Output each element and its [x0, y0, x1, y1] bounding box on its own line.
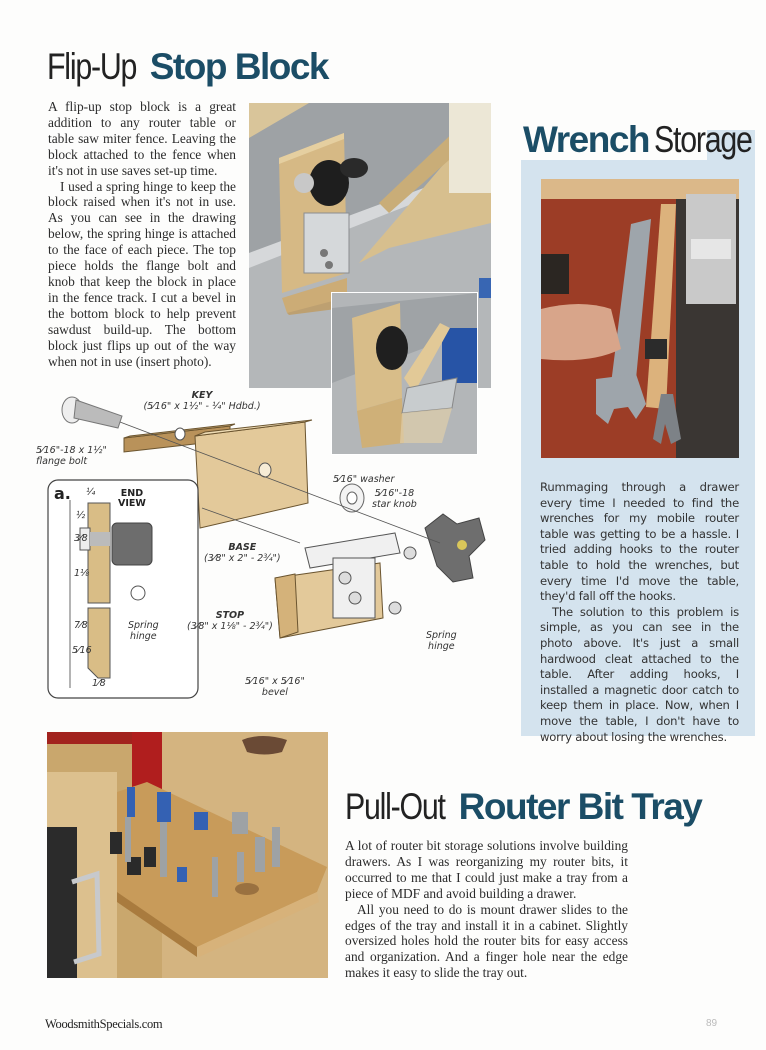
star-knob-label: 5⁄16"-18 star knob [372, 488, 417, 510]
stop-block-title [47, 48, 328, 85]
base-label: BASE (3⁄8" x 2" - 2¾") [204, 542, 281, 564]
router-bit-tray-photo [47, 732, 328, 978]
flange-bolt-drawing [62, 397, 122, 428]
key-label: KEY (5⁄16" x 1½" - ¼" Hdbd.) [143, 390, 261, 412]
wrench-photo-illustration [541, 179, 739, 458]
page-number: 89 [706, 1018, 718, 1029]
router-tray-title-light: Pull-Out [345, 786, 445, 827]
stop-block-title-bold: Stop Block [149, 46, 328, 87]
stop-block-title-light: Flip-Up [47, 46, 137, 87]
router-tray-paragraph: A lot of router bit storage solutions involve building drawers. As I was reorganizing my router bits, it occurred to me that I could just make a tray from a piece of MDF and avoid building a drawer. [345, 838, 628, 901]
stop-block-paragraph: I used a spring hinge to keep the block raised when it's not in use. As you can see in the drawing below, the spring hinge is attached to the face of each piece. The top piece holds the flange bolt and knob that keep the block in place in the fence track. I cut a bevel in the bottom block to help prevent sawdust build-up. The bottom block just flips up out of the way when not in use (insert photo). [48, 178, 236, 369]
end-view-title: END VIEW [118, 488, 146, 509]
wrench-paragraph: Rummaging through a drawer every time I needed to find the wrenches for my mobile router table was getting to be a hassle. I tried adding hooks to the router table to hold the wrenches, but every time I'd move the table, they'd fall off the hooks. [540, 480, 739, 604]
footer-website: WoodsmithSpecials.com [45, 1017, 163, 1031]
wrench-title-bold: Wrench [523, 119, 650, 160]
end-view-dim: ¼ [86, 487, 96, 498]
router-tray-title-bold: Router Bit Tray [458, 786, 702, 827]
router-tray-illustration [47, 732, 328, 978]
wrench-paragraph: The solution to this problem is simple, as you can see in the photo above. It's just a small hardwood cleat attached to the table. After adding hooks, I installed a magnetic door catch to keep them in place. Now, when I move the table, I don't have to worry about losing the wrenches. [540, 604, 739, 744]
washer-label: 5⁄16" washer [333, 474, 395, 485]
end-view-dim: 7⁄8 [74, 620, 88, 631]
spring-hinge-label: Spring hinge [426, 630, 457, 652]
end-view-hinge-label: Spring hinge [128, 620, 159, 642]
router-bit-tray-article [345, 838, 628, 981]
router-bit-tray-title [345, 788, 701, 825]
wrench-storage-article [540, 480, 739, 745]
end-view-dim: 3⁄8 [74, 533, 88, 544]
end-view-dim: ½ [76, 510, 86, 521]
router-tray-paragraph: All you need to do is mount drawer slides to the edges of the tray and install it in a cabinet. Slightly oversized holes hold the router bits for easy access and organization. And a finger hole near the edge makes it easy to slide the tray out. [345, 901, 628, 981]
stop-block-exploded-drawing [36, 388, 510, 708]
flange-bolt-label: 5⁄16"-18 x 1½" flange bolt [36, 445, 107, 467]
stop-label: STOP (3⁄8" x 1⅛" - 2¾") [187, 610, 273, 632]
bevel-label: 5⁄16" x 5⁄16" bevel [245, 676, 305, 698]
wrench-storage-title [523, 121, 766, 158]
end-view-dim: 1⁄8 [92, 678, 106, 689]
stop-block-paragraph: A flip-up stop block is a great addition to any router table or table saw miter fence. Leaving the block attached to the fence when it's not in use saves set-up time. [48, 99, 236, 178]
end-view-letter: a. [54, 484, 71, 503]
stop-block-article [48, 99, 236, 369]
end-view-dim: 5⁄16 [72, 645, 92, 656]
wrench-title-light: Storage [653, 119, 752, 160]
wrench-hanging-on-cleat-photo [541, 179, 739, 458]
end-view-dim: 1⅛ [74, 568, 90, 579]
